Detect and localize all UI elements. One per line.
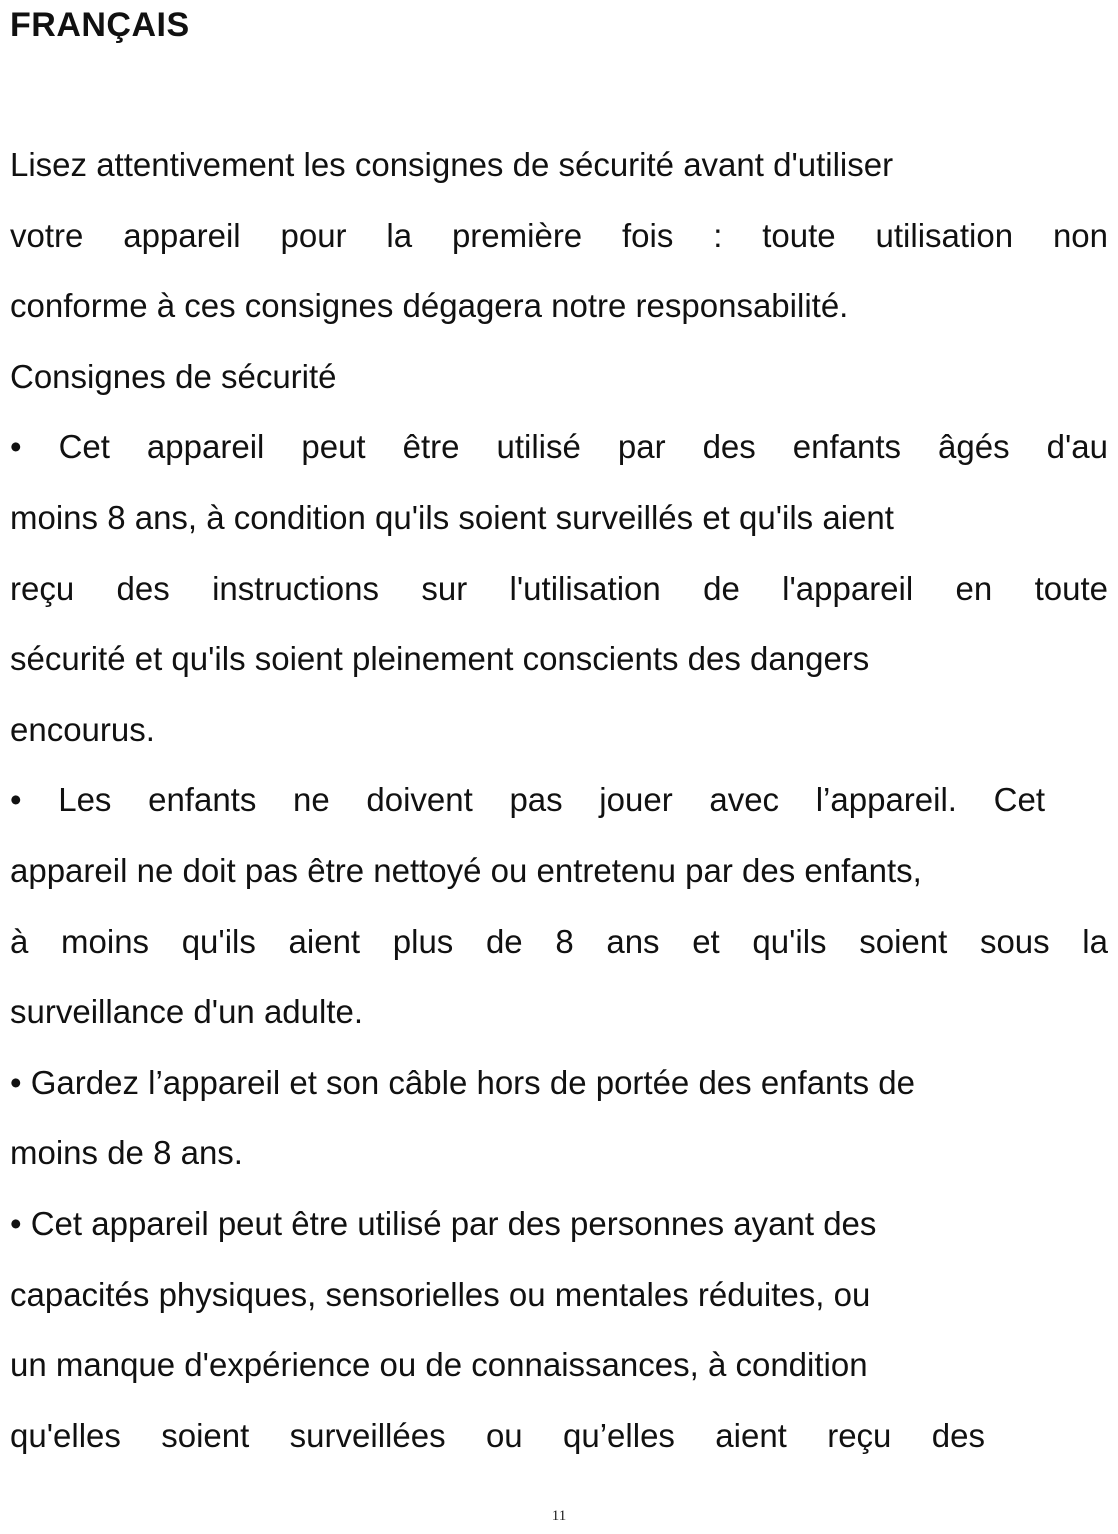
section-title: FRANÇAIS (10, 6, 190, 44)
bullet-2-line: • Les enfants ne doivent pas jouer avec l’appareil. Cet (10, 781, 1045, 819)
intro-line: Lisez attentivement les consignes de sécurité avant d'utiliser (10, 146, 894, 183)
page-number: 11 (551, 1508, 567, 1524)
intro-line: conforme à ces consignes dégagera notre responsabilité. (10, 287, 849, 325)
bullet-4-line: un manque d'expérience ou de connaissances, à condition (10, 1346, 868, 1384)
safety-heading: Consignes de sécurité (10, 357, 337, 395)
document-page (10, 0, 1110, 1534)
safety-instructions-body (10, 130, 1108, 1471)
bullet-3-line: • Gardez l’appareil et son câble hors de portée des enfants de (10, 1063, 915, 1101)
bullet-2-line: à moins qu'ils aient plus de 8 ans et qu'ils soient sous la (10, 922, 1108, 960)
bullet-4-line: capacités physiques, sensorielles ou mentales réduites, ou (10, 1275, 871, 1313)
bullet-3-line: moins de 8 ans. (10, 1134, 243, 1172)
bullet-2-line: appareil ne doit pas être nettoyé ou entretenu par des enfants, (10, 851, 922, 889)
bullet-4-line: • Cet appareil peut être utilisé par des personnes ayant des (10, 1204, 877, 1242)
bullet-1-line: reçu des instructions sur l'utilisation de l'appareil en toute (10, 569, 1108, 607)
bullet-2-line: surveillance d'un adulte. (10, 993, 364, 1031)
intro-line: votre appareil pour la première fois : toute utilisation non (10, 216, 1108, 254)
bullet-1-line: encourus. (10, 710, 155, 748)
bullet-1-line: • Cet appareil peut être utilisé par des enfants âgés d'au (10, 428, 1108, 466)
bullet-1-line: sécurité et qu'ils soient pleinement conscients des dangers (10, 640, 870, 678)
bullet-4-line: qu'elles soient surveillées ou qu’elles aient reçu des (10, 1416, 985, 1454)
bullet-1-line: moins 8 ans, à condition qu'ils soient surveillés et qu'ils aient (10, 498, 894, 536)
